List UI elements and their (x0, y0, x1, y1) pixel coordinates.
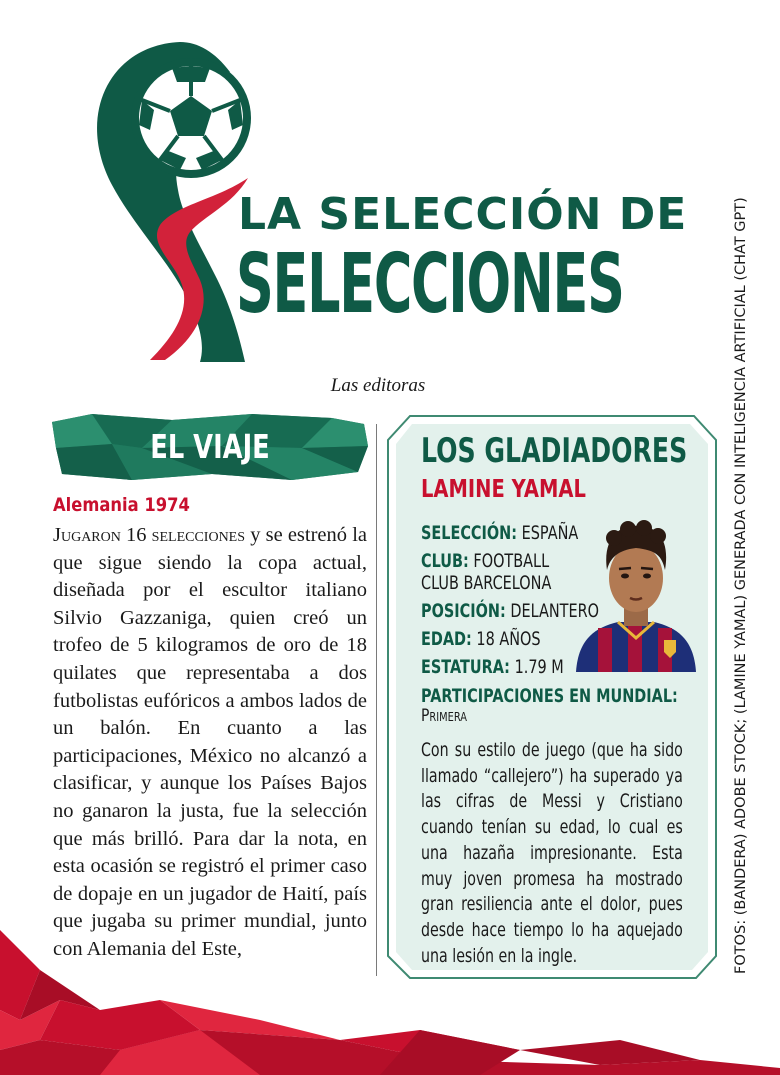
stat-label: PARTICIPACIONES EN MUNDIAL: (421, 685, 678, 707)
section-banner-title: EL VIAJE (150, 427, 270, 466)
stat-estatura (421, 656, 564, 678)
stat-seleccion (421, 522, 578, 544)
player-portrait (572, 512, 700, 672)
stat-label: CLUB: (421, 550, 469, 572)
player-name: LAMINE YAMAL (421, 474, 586, 503)
stat-club-cont (421, 572, 551, 594)
player-description: Con su estilo de juego (que ha sido llamado “callejero”) ha superado ya las cifras de Messi y Cristiano cuando tenían su edad, lo cual es una hazaña impresionante. Esta muy joven promesa ha mostrado gran resiliencia ante el dolor, pues desde hace tiempo lo ha aquejado una lesión en la ingle. (421, 739, 683, 967)
article-lead: Jugaron 16 selecciones (53, 524, 246, 546)
stat-value: 1.79 M (514, 656, 564, 678)
stat-value: CLUB BARCELONA (421, 572, 552, 594)
stat-label: EDAD: (421, 628, 472, 650)
stat-club (421, 550, 549, 572)
stat-edad (421, 628, 541, 650)
footer-flag-decoration (0, 900, 780, 1075)
stat-value: ESPAÑA (521, 522, 579, 544)
masthead-title-main: SELECCIONES (236, 237, 624, 332)
stat-participaciones-value: Primera (421, 706, 468, 726)
stat-value: DELANTERO (510, 600, 599, 622)
photo-credit: FOTOS: (BANDERA) ADOBE STOCK; (LAMINE YAMAL) GENERADA CON INTELIGENCIA ARTIFICIAL (CHAT GPT) (733, 197, 749, 974)
stat-label: SELECCIÓN: (421, 522, 518, 544)
card-title: LOS GLADIADORES (421, 431, 688, 471)
byline: Las editoras (330, 375, 426, 396)
stat-value: FOOTBALL (473, 550, 550, 572)
stat-participaciones (421, 685, 678, 707)
article-body-text: y se estrenó la que sigue siendo la copa actual, diseñada por el escultor italiano Silvio Gazzaniga, quien creó un trofeo de 5 kilogramos de oro de 18 quilates que representaba a dos futbolistas eufóricos a ambos lados de un balón. En cuanto a las participaciones, México no alcanzó a clasificar, y aunque los Países Bajos no ganaron la justa, fue la selección que más brilló. Para dar la nota, en esta ocasión se registró el primer caso de dopaje en un jugador de Haití, país que jugaba su primer mundial, junto con Alemania del Este, (53, 524, 367, 960)
stat-value: 18 AÑOS (476, 628, 541, 650)
stat-label: POSICIÓN: (421, 600, 506, 622)
stat-label: ESTATURA: (421, 656, 510, 678)
masthead-title-top: LA SELECCIÓN DE (238, 189, 688, 240)
article-subheading: Alemania 1974 (53, 494, 190, 516)
